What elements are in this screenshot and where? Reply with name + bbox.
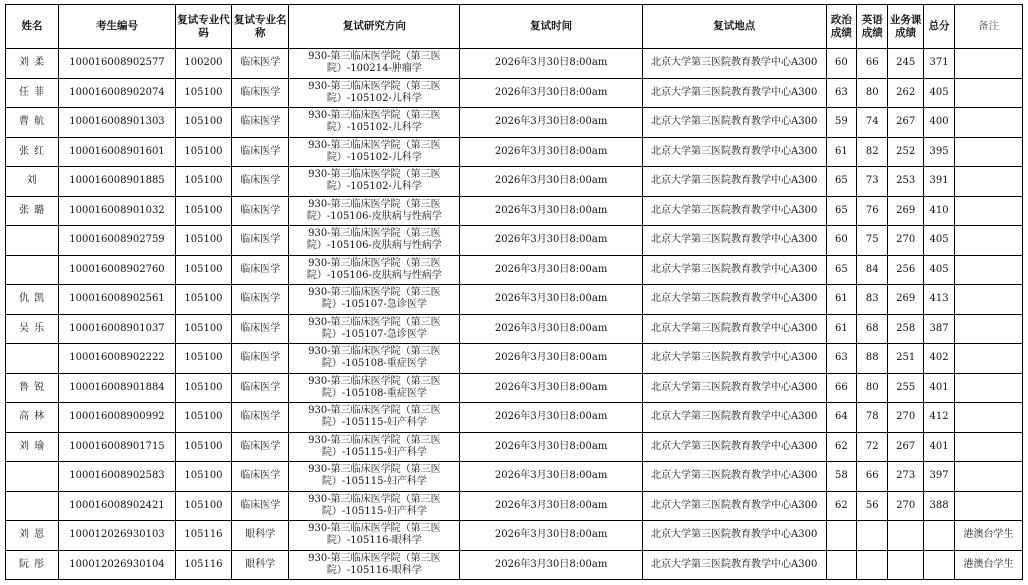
cell-major-code: 105100 [175,314,231,344]
cell-english [857,550,888,580]
cell-location: 北京大学第三医院教育教学中心A300 [642,285,826,315]
cell-name: 张 璐 [6,196,59,226]
cell-exam-id: 100012026930104 [59,550,176,580]
cell-remark [954,432,1022,462]
cell-exam-id: 100016008902760 [59,255,176,285]
cell-major-name: 临床医学 [232,255,289,285]
cell-remark [954,462,1022,492]
table-row [6,491,1023,521]
cell-direction: 930-第三临床医学院（第三医院）-105115-妇产科学 [289,403,460,433]
cell-professional: 262 [888,78,924,108]
cell-direction: 930-第三临床医学院（第三医院）-105116-眼科学 [289,550,460,580]
cell-english: 72 [857,432,888,462]
cell-location: 北京大学第三医院教育教学中心A300 [642,137,826,167]
cell-politics: 61 [826,137,857,167]
cell-exam-id: 100016008901885 [59,167,176,197]
cell-english: 78 [857,403,888,433]
cell-english [857,521,888,551]
cell-exam-id: 100016008901037 [59,314,176,344]
cell-total: 400 [924,108,955,138]
cell-major-code: 105100 [175,403,231,433]
cell-politics: 66 [826,373,857,403]
cell-name [6,226,59,256]
cell-professional: 267 [888,108,924,138]
cell-time: 2026年3月30日8:00am [460,226,643,256]
cell-english: 68 [857,314,888,344]
cell-location: 北京大学第三医院教育教学中心A300 [642,255,826,285]
cell-major-name: 临床医学 [232,314,289,344]
cell-major-name: 临床医学 [232,108,289,138]
cell-politics [826,550,857,580]
cell-professional: 269 [888,196,924,226]
cell-exam-id: 100016008901884 [59,373,176,403]
cell-major-code: 105100 [175,462,231,492]
cell-exam-id: 100012026930103 [59,521,176,551]
cell-time: 2026年3月30日8:00am [460,403,643,433]
cell-professional: 270 [888,491,924,521]
candidate-table [5,4,1023,580]
cell-time: 2026年3月30日8:00am [460,344,643,374]
cell-name: 张 红 [6,137,59,167]
cell-politics: 65 [826,167,857,197]
cell-professional: 273 [888,462,924,492]
table-row [6,403,1023,433]
header-major-code: 复试专业代码 [175,5,231,49]
table-row [6,432,1023,462]
cell-politics: 61 [826,314,857,344]
cell-name: 刘 柔 [6,49,59,79]
cell-remark [954,344,1022,374]
cell-professional: 253 [888,167,924,197]
header-politics: 政治成绩 [826,5,857,49]
cell-name: 阮 彤 [6,550,59,580]
cell-politics [826,521,857,551]
cell-major-code: 100200 [175,49,231,79]
cell-total: 388 [924,491,955,521]
cell-remark [954,314,1022,344]
cell-total: 401 [924,373,955,403]
cell-major-name: 临床医学 [232,226,289,256]
cell-time: 2026年3月30日8:00am [460,78,643,108]
cell-total: 395 [924,137,955,167]
cell-major-name: 临床医学 [232,462,289,492]
cell-major-code: 105100 [175,344,231,374]
table-row [6,137,1023,167]
cell-time: 2026年3月30日8:00am [460,108,643,138]
header-location: 复试地点 [642,5,826,49]
cell-major-code: 105100 [175,432,231,462]
cell-politics: 63 [826,344,857,374]
cell-major-name: 临床医学 [232,432,289,462]
table-row [6,521,1023,551]
cell-location: 北京大学第三医院教育教学中心A300 [642,403,826,433]
cell-major-name: 眼科学 [232,550,289,580]
cell-major-name: 临床医学 [232,167,289,197]
cell-major-code: 105116 [175,550,231,580]
cell-total: 412 [924,403,955,433]
cell-name: 刘 瑜 [6,432,59,462]
cell-location: 北京大学第三医院教育教学中心A300 [642,432,826,462]
cell-remark [954,373,1022,403]
cell-politics: 61 [826,285,857,315]
cell-location: 北京大学第三医院教育教学中心A300 [642,49,826,79]
cell-remark [954,137,1022,167]
cell-remark [954,226,1022,256]
cell-english: 83 [857,285,888,315]
cell-name: 刘 [6,167,59,197]
cell-direction: 930-第三临床医学院（第三医院）-105115-妇产科学 [289,462,460,492]
cell-english: 80 [857,373,888,403]
cell-direction: 930-第三临床医学院（第三医院）-105107-急诊医学 [289,285,460,315]
cell-exam-id: 100016008902577 [59,49,176,79]
header-row [6,5,1023,49]
header-english: 英语成绩 [857,5,888,49]
cell-time: 2026年3月30日8:00am [460,432,643,462]
cell-total: 410 [924,196,955,226]
cell-direction: 930-第三临床医学院（第三医院）-105115-妇产科学 [289,432,460,462]
cell-major-code: 105100 [175,137,231,167]
cell-name: 曹 航 [6,108,59,138]
cell-time: 2026年3月30日8:00am [460,491,643,521]
cell-exam-id: 100016008902421 [59,491,176,521]
cell-time: 2026年3月30日8:00am [460,314,643,344]
cell-professional: 269 [888,285,924,315]
cell-major-code: 105100 [175,255,231,285]
cell-professional [888,521,924,551]
header-total: 总分 [924,5,955,49]
cell-major-name: 临床医学 [232,344,289,374]
cell-exam-id: 100016008902222 [59,344,176,374]
cell-exam-id: 100016008901303 [59,108,176,138]
cell-major-code: 105100 [175,78,231,108]
header-professional: 业务课成绩 [888,5,924,49]
cell-major-name: 临床医学 [232,285,289,315]
cell-politics: 62 [826,432,857,462]
cell-direction: 930-第三临床医学院（第三医院）-105106-皮肤病与性病学 [289,196,460,226]
cell-time: 2026年3月30日8:00am [460,550,643,580]
cell-politics: 65 [826,255,857,285]
cell-direction: 930-第三临床医学院（第三医院）-105102-儿科学 [289,78,460,108]
cell-english: 84 [857,255,888,285]
table-row [6,49,1023,79]
table-row [6,285,1023,315]
cell-name: 仇 凯 [6,285,59,315]
cell-total: 391 [924,167,955,197]
cell-direction: 930-第三临床医学院（第三医院）-105106-皮肤病与性病学 [289,226,460,256]
cell-direction: 930-第三临床医学院（第三医院）-105106-皮肤病与性病学 [289,255,460,285]
cell-total: 413 [924,285,955,315]
cell-direction: 930-第三临床医学院（第三医院）-105115-妇产科学 [289,491,460,521]
cell-location: 北京大学第三医院教育教学中心A300 [642,373,826,403]
cell-time: 2026年3月30日8:00am [460,521,643,551]
cell-location: 北京大学第三医院教育教学中心A300 [642,521,826,551]
cell-time: 2026年3月30日8:00am [460,285,643,315]
cell-location: 北京大学第三医院教育教学中心A300 [642,108,826,138]
cell-name: 任 菲 [6,78,59,108]
cell-professional: 270 [888,403,924,433]
cell-english: 74 [857,108,888,138]
cell-remark [954,403,1022,433]
cell-total [924,550,955,580]
cell-total [924,521,955,551]
cell-major-name: 临床医学 [232,373,289,403]
cell-politics: 58 [826,462,857,492]
cell-exam-id: 100016008902759 [59,226,176,256]
cell-location: 北京大学第三医院教育教学中心A300 [642,226,826,256]
cell-english: 66 [857,49,888,79]
cell-exam-id: 100016008902561 [59,285,176,315]
cell-location: 北京大学第三医院教育教学中心A300 [642,314,826,344]
cell-major-code: 105100 [175,108,231,138]
cell-name [6,491,59,521]
cell-total: 402 [924,344,955,374]
cell-location: 北京大学第三医院教育教学中心A300 [642,344,826,374]
cell-major-name: 临床医学 [232,403,289,433]
table-row [6,226,1023,256]
cell-name: 鲁 锐 [6,373,59,403]
table-row [6,196,1023,226]
table-row [6,255,1023,285]
cell-time: 2026年3月30日8:00am [460,196,643,226]
cell-remark: 港澳台学生 [954,550,1022,580]
cell-total: 387 [924,314,955,344]
cell-location: 北京大学第三医院教育教学中心A300 [642,196,826,226]
table-row [6,78,1023,108]
cell-professional: 252 [888,137,924,167]
cell-name: 吴 乐 [6,314,59,344]
cell-professional: 270 [888,226,924,256]
cell-time: 2026年3月30日8:00am [460,137,643,167]
cell-exam-id: 100016008902583 [59,462,176,492]
cell-remark [954,196,1022,226]
cell-time: 2026年3月30日8:00am [460,49,643,79]
cell-professional: 258 [888,314,924,344]
cell-name: 刘 恩 [6,521,59,551]
cell-exam-id: 100016008901715 [59,432,176,462]
cell-major-code: 105100 [175,285,231,315]
cell-english: 88 [857,344,888,374]
cell-major-name: 临床医学 [232,196,289,226]
cell-total: 405 [924,226,955,256]
cell-professional: 255 [888,373,924,403]
cell-professional [888,550,924,580]
cell-major-name: 临床医学 [232,137,289,167]
cell-exam-id: 100016008901032 [59,196,176,226]
cell-total: 401 [924,432,955,462]
cell-english: 76 [857,196,888,226]
cell-time: 2026年3月30日8:00am [460,462,643,492]
cell-major-name: 临床医学 [232,49,289,79]
cell-location: 北京大学第三医院教育教学中心A300 [642,491,826,521]
header-name: 姓名 [6,5,59,49]
cell-politics: 64 [826,403,857,433]
cell-location: 北京大学第三医院教育教学中心A300 [642,462,826,492]
cell-major-code: 105100 [175,196,231,226]
cell-total: 397 [924,462,955,492]
cell-professional: 256 [888,255,924,285]
cell-remark [954,78,1022,108]
cell-major-code: 105116 [175,521,231,551]
header-time: 复试时间 [460,5,643,49]
cell-major-code: 105100 [175,491,231,521]
cell-professional: 251 [888,344,924,374]
cell-professional: 245 [888,49,924,79]
cell-english: 56 [857,491,888,521]
cell-politics: 63 [826,78,857,108]
cell-major-code: 105100 [175,167,231,197]
table-row [6,550,1023,580]
cell-exam-id: 100016008902074 [59,78,176,108]
cell-remark [954,167,1022,197]
cell-remark [954,255,1022,285]
cell-time: 2026年3月30日8:00am [460,167,643,197]
cell-total: 371 [924,49,955,79]
cell-remark [954,49,1022,79]
cell-direction: 930-第三临床医学院（第三医院）-105116-眼科学 [289,521,460,551]
header-exam-id: 考生编号 [59,5,176,49]
cell-major-name: 临床医学 [232,491,289,521]
cell-direction: 930-第三临床医学院（第三医院）-100214-肿瘤学 [289,49,460,79]
cell-direction: 930-第三临床医学院（第三医院）-105108-重症医学 [289,344,460,374]
cell-politics: 60 [826,226,857,256]
header-remark: 备注 [954,5,1022,49]
cell-politics: 65 [826,196,857,226]
cell-remark [954,491,1022,521]
header-major-name: 复试专业名称 [232,5,289,49]
cell-exam-id: 100016008900992 [59,403,176,433]
table-row [6,108,1023,138]
cell-direction: 930-第三临床医学院（第三医院）-105107-急诊医学 [289,314,460,344]
cell-direction: 930-第三临床医学院（第三医院）-105102-儿科学 [289,137,460,167]
cell-location: 北京大学第三医院教育教学中心A300 [642,550,826,580]
cell-politics: 59 [826,108,857,138]
table-row [6,344,1023,374]
cell-remark [954,285,1022,315]
cell-name [6,255,59,285]
cell-professional: 267 [888,432,924,462]
cell-english: 80 [857,78,888,108]
cell-direction: 930-第三临床医学院（第三医院）-105102-儿科学 [289,167,460,197]
cell-time: 2026年3月30日8:00am [460,255,643,285]
cell-remark [954,108,1022,138]
cell-location: 北京大学第三医院教育教学中心A300 [642,167,826,197]
cell-name [6,344,59,374]
cell-english: 75 [857,226,888,256]
table-body [6,49,1023,580]
cell-name: 高 林 [6,403,59,433]
cell-location: 北京大学第三医院教育教学中心A300 [642,78,826,108]
cell-politics: 62 [826,491,857,521]
cell-total: 405 [924,255,955,285]
cell-major-code: 105100 [175,226,231,256]
cell-major-name: 临床医学 [232,78,289,108]
table-row [6,462,1023,492]
cell-english: 73 [857,167,888,197]
table-row [6,314,1023,344]
cell-exam-id: 100016008901601 [59,137,176,167]
cell-name [6,462,59,492]
header-direction: 复试研究方向 [289,5,460,49]
cell-english: 66 [857,462,888,492]
cell-major-code: 105100 [175,373,231,403]
cell-direction: 930-第三临床医学院（第三医院）-105108-重症医学 [289,373,460,403]
cell-total: 405 [924,78,955,108]
cell-major-name: 眼科学 [232,521,289,551]
cell-direction: 930-第三临床医学院（第三医院）-105102-儿科学 [289,108,460,138]
cell-politics: 60 [826,49,857,79]
cell-time: 2026年3月30日8:00am [460,373,643,403]
table-row [6,373,1023,403]
table-row [6,167,1023,197]
cell-remark: 港澳台学生 [954,521,1022,551]
cell-english: 82 [857,137,888,167]
